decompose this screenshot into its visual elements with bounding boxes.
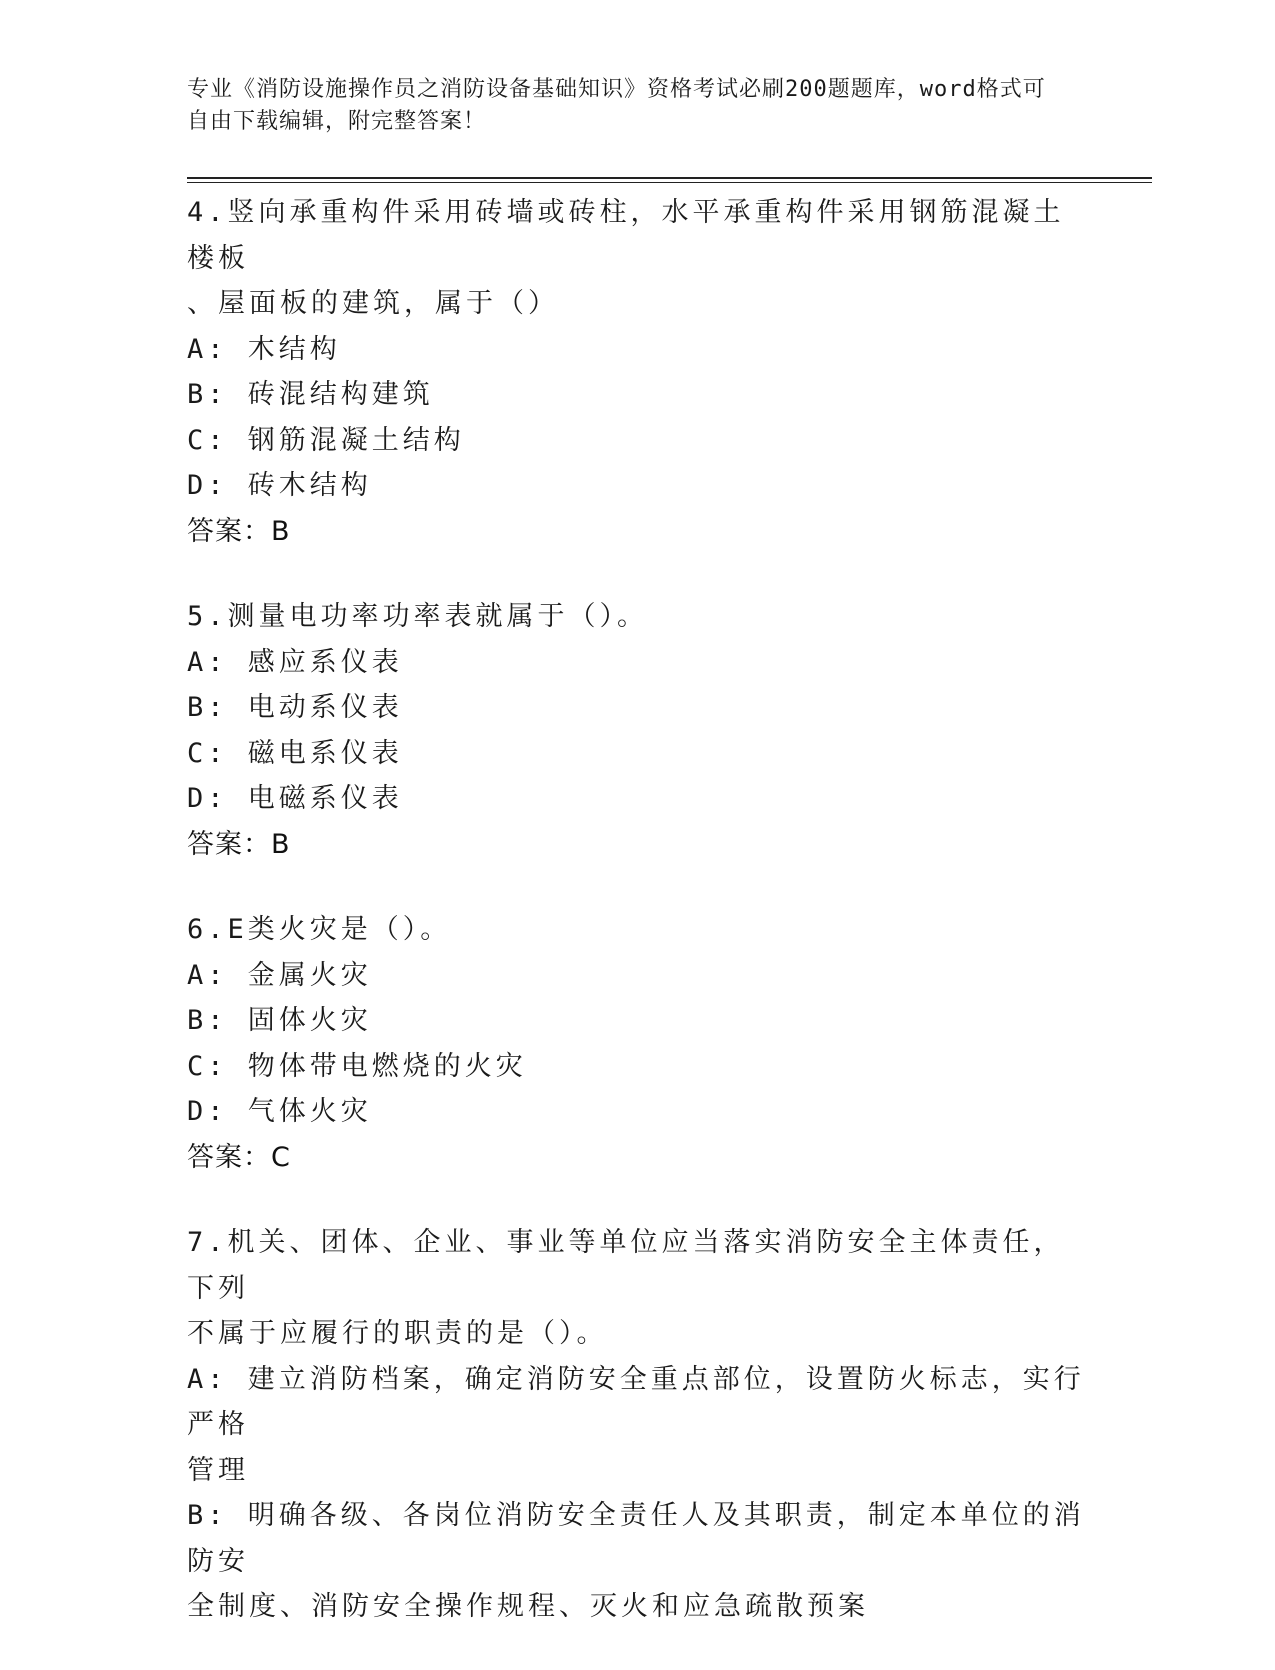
question-stem: 不属于应履行的职责的是（）。 [187,1318,608,1349]
option-d: D: 气体火灾 [187,1096,372,1127]
question-list [187,190,1087,1670]
option-b-continued: 全制度、消防安全操作规程、灭火和应急疏散预案 [187,1591,869,1622]
option-a-continued: 管理 [187,1454,249,1486]
header-rule-thick [187,177,1152,179]
option-b: B: 明确各级、各岗位消防安全责任人及其职责，制定本单位的消防安 [187,1500,1085,1577]
question-item [187,594,1087,867]
question-stem: 7.机关、团体、企业、事业等单位应当落实消防安全主体责任，下列 [187,1227,1065,1304]
question-stem: 4.竖向承重构件采用砖墙或砖柱，水平承重构件采用钢筋混凝土楼板 [187,197,1065,274]
option-a: A: 金属火灾 [187,959,372,991]
header-rule-thin [187,182,1152,183]
answer-line: 答案：B [187,515,291,547]
option-c: C: 磁电系仪表 [187,737,403,769]
option-d: D: 电磁系仪表 [187,783,403,814]
option-c: C: 钢筋混凝土结构 [187,424,465,456]
option-c: C: 物体带电燃烧的火灾 [187,1050,527,1082]
option-b: B: 固体火灾 [187,1005,372,1036]
option-a: A: 木结构 [187,333,341,365]
option-b: B: 电动系仪表 [187,692,403,723]
question-stem: 、屋面板的建筑，属于（） [187,288,559,319]
question-item [187,1220,1087,1630]
option-a: A: 感应系仪表 [187,646,403,678]
document-header: 专业《消防设施操作员之消防设备基础知识》资格考试必刷200题题库，word格式可自由下载编辑，附完整答案！ [187,77,1046,134]
answer-line: 答案：B [187,828,291,860]
option-a: A: 建立消防档案，确定消防安全重点部位，设置防火标志，实行严格 [187,1363,1085,1440]
option-d: D: 砖木结构 [187,470,372,501]
question-stem: 5.测量电功率功率表就属于（）。 [187,601,649,632]
question-item [187,907,1087,1180]
answer-line: 答案：C [187,1141,291,1173]
option-b: B: 砖混结构建筑 [187,379,434,410]
question-stem: 6.E类火灾是（）。 [187,914,452,945]
question-item [187,190,1087,554]
